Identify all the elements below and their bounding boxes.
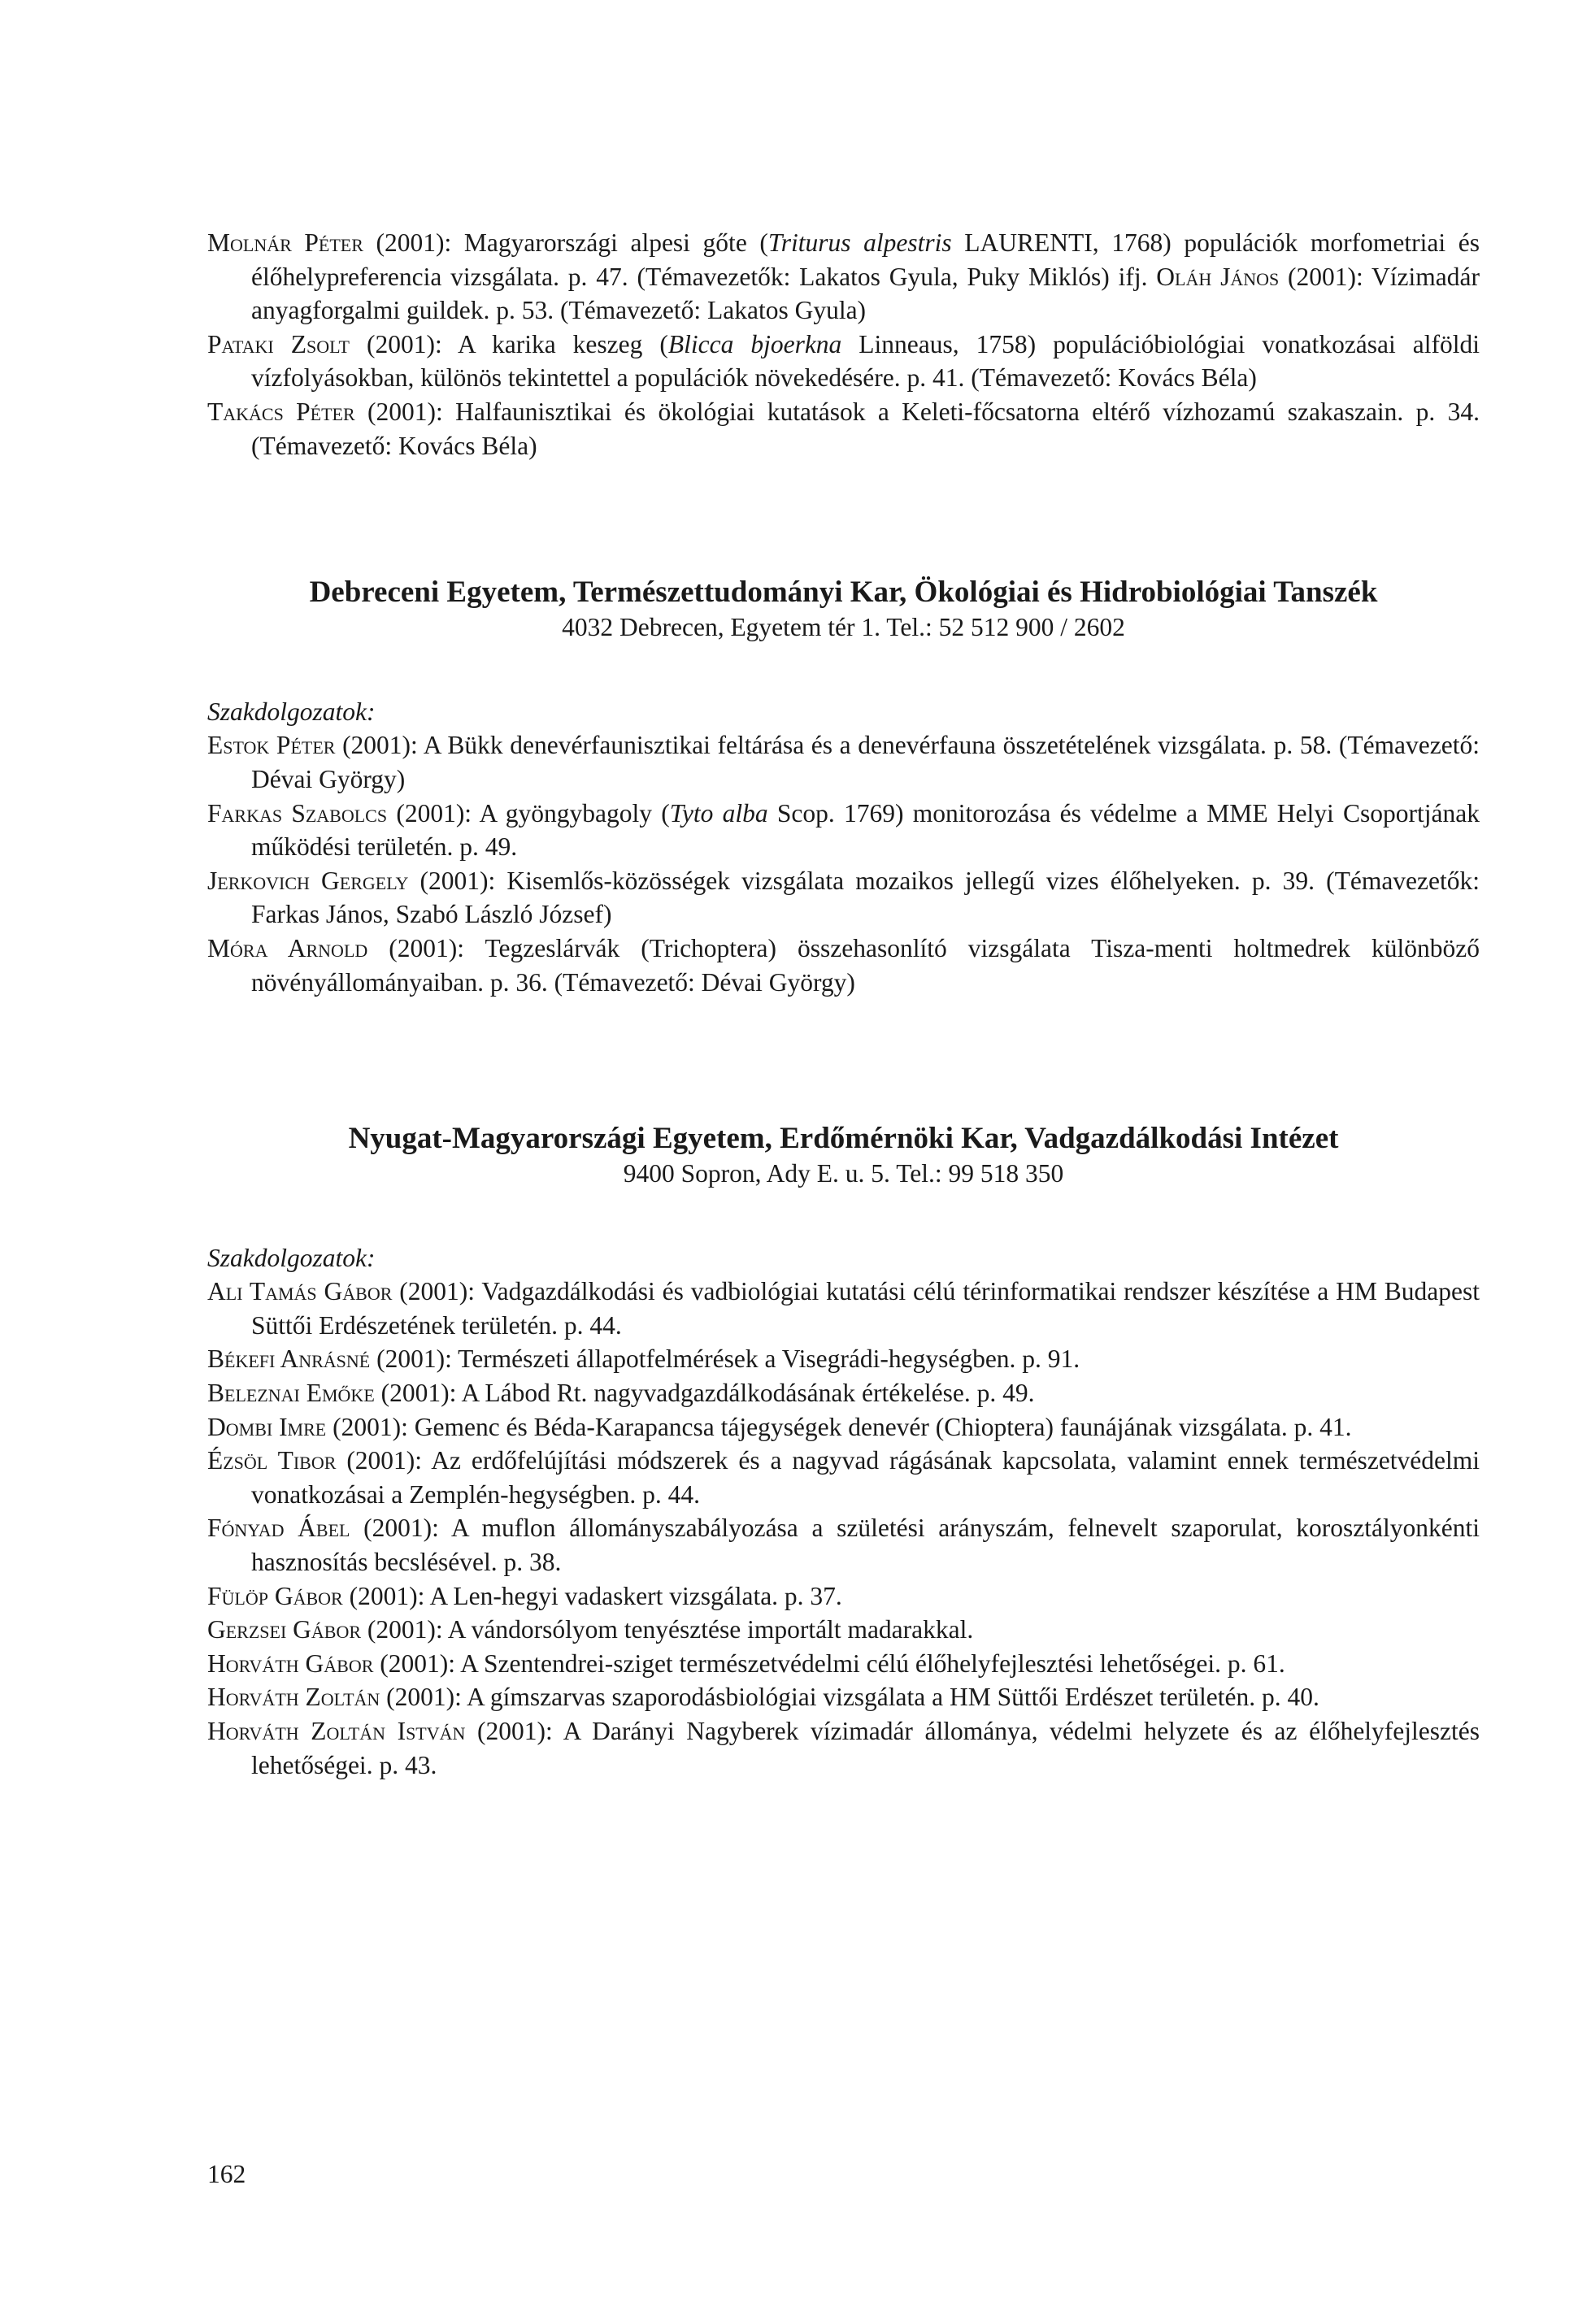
institution-section	[207, 575, 1480, 999]
institution-address: 4032 Debrecen, Egyetem tér 1. Tel.: 52 512 900 / 2602	[562, 613, 1125, 642]
bib-entry: Beleznai Emőke (2001): A Lábod Rt. nagyvadgazdálkodásának értékelése. p. 49.	[207, 1379, 1035, 1408]
section-label: Szakdolgozatok:	[207, 1243, 376, 1272]
top-entries	[207, 226, 1480, 463]
author-name: Horváth Gábor	[207, 1649, 374, 1678]
institution-address: 9400 Sopron, Ady E. u. 5. Tel.: 99 518 350	[623, 1159, 1064, 1188]
author-name: Jerkovich Gergely	[207, 866, 409, 895]
species-name: Blicca bjoerkna	[667, 329, 842, 358]
author-name: Móra Arnold	[207, 933, 368, 962]
author-name: Békefi Anrásné	[207, 1344, 371, 1374]
bib-entry: Estok Péter (2001): A Bükk denevérfaunisztikai feltárása és a denevérfauna összetételének vizsgálata. p. 58. (Témavezető: Dévai György)	[207, 731, 1480, 793]
institution-heading: Nyugat-Magyarországi Egyetem, Erdőmérnöki Kar, Vadgazdálkodási Intézet	[348, 1122, 1339, 1156]
institution-heading: Debreceni Egyetem, Természettudományi Kar, Ökológiai és Hidrobiológiai Tanszék	[309, 576, 1378, 610]
author-name: Gerzsei Gábor	[207, 1615, 362, 1644]
bib-entry: Békefi Anrásné (2001): Természeti állapotfelmérések a Visegrádi-hegységben. p. 91.	[207, 1344, 1080, 1374]
bib-entry: Farkas Szabolcs (2001): A gyöngybagoly (Tyto alba Scop. 1769) monitorozása és védelme a MME Helyi Csoportjának működési területén. p. 49.	[207, 798, 1480, 862]
section-label: Szakdolgozatok:	[207, 697, 376, 726]
author-name: Takács Péter	[207, 397, 355, 426]
author-name: Pataki Zsolt	[207, 329, 350, 358]
bib-entry: Ali Tamás Gábor (2001): Vadgazdálkodási és vadbiológiai kutatási célú térinformatikai rendszer készítése a HM Budapest Süttői Erdészetének területén. p. 44.	[207, 1277, 1480, 1340]
bib-entry: Ézsöl Tibor (2001): Az erdőfelújítási módszerek és a nagyvad rágásának kapcsolata, valamint ennek természetvédelmi vonatkozásai a Zemplén-hegységben. p. 44.	[207, 1446, 1480, 1509]
author-name: Ali Tamás Gábor	[207, 1277, 393, 1306]
author-name: Horváth Zoltán István	[207, 1717, 466, 1745]
bib-entry: Horváth Zoltán (2001): A gímszarvas szaporodásbiológiai vizsgálata a HM Süttői Erdészet területén. p. 40.	[207, 1683, 1319, 1712]
author-name: Ézsöl Tibor	[207, 1446, 337, 1475]
author-name: Estok Péter	[207, 731, 336, 760]
species-name: Triturus alpestris	[767, 228, 952, 257]
bib-entry: Takács Péter (2001): Halfaunisztikai és ökológiai kutatások a Keleti-főcsatorna eltérő vízhozamú szakaszain. p. 34. (Témavezető: Kovács Béla)	[207, 397, 1480, 460]
bib-entry: Jerkovich Gergely (2001): Kisemlős-közösségek vizsgálata mozaikos jellegű vizes élőhelyeken. p. 39. (Témavezetők: Farkas János, Szabó László József)	[207, 866, 1480, 929]
bib-entry: Molnár Péter (2001): Magyarországi alpesi gőte (Triturus alpestris LAURENTI, 1768) populációk morfometriai és élőhelypreferencia vizsgálata. p. 47. (Témavezetők: Lakatos Gyula, Puky Miklós) ifj. Oláh János (2001): Vízimadár anyagforgalmi guildek. p. 53. (Témavezető: Lakatos Gyula)	[207, 228, 1480, 325]
bib-entry: Fónyad Ábel (2001): A muflon állományszabályozása a születési arányszám, felnevelt szaporulat, korosztályonkénti hasznosítás becslésével. p. 38.	[207, 1514, 1480, 1577]
author-name: Dombi Imre	[207, 1412, 327, 1441]
institution-section	[207, 1121, 1480, 1782]
author-name: Fónyad Ábel	[207, 1514, 350, 1543]
author-name: Fülöp Gábor	[207, 1581, 343, 1610]
bib-entry: Horváth Gábor (2001): A Szentendrei-sziget természetvédelmi célú élőhelyfejlesztési lehetőségei. p. 61.	[207, 1649, 1285, 1678]
bib-entry: Móra Arnold (2001): Tegzeslárvák (Trichoptera) összehasonlító vizsgálata Tisza-menti holtmedrek különböző növényállományaiban. p. 36. (Témavezető: Dévai György)	[207, 933, 1480, 997]
author-name: Horváth Zoltán	[207, 1683, 380, 1712]
bib-entry: Gerzsei Gábor (2001): A vándorsólyom tenyésztése importált madarakkal.	[207, 1615, 974, 1644]
page-body	[207, 226, 1480, 1782]
bib-entry: Pataki Zsolt (2001): A karika keszeg (Blicca bjoerkna Linneaus, 1758) populációbiológiai vonatkozásai alföldi vízfolyásokban, különös tekintettel a populációk növekedésére. p. 41. (Témavezető: Kovács Béla)	[207, 329, 1480, 393]
author-name: Beleznai Emőke	[207, 1379, 375, 1408]
author-name: Oláh János	[1156, 262, 1280, 291]
author-name: Molnár Péter	[207, 228, 363, 257]
author-name: Farkas Szabolcs	[207, 798, 388, 828]
bib-entry: Dombi Imre (2001): Gemenc és Béda-Karapancsa tájegységek denevér (Chioptera) faunájának vizsgálata. p. 41.	[207, 1412, 1352, 1441]
page-number: 162	[207, 2160, 246, 2188]
species-name: Tyto alba	[669, 798, 768, 828]
bib-entry: Fülöp Gábor (2001): A Len-hegyi vadaskert vizsgálata. p. 37.	[207, 1581, 842, 1610]
bib-entry: Horváth Zoltán István (2001): A Darányi Nagyberek vízimadár állománya, védelmi helyzete és az élőhelyfejlesztés lehetőségei. p. 43.	[207, 1717, 1480, 1779]
